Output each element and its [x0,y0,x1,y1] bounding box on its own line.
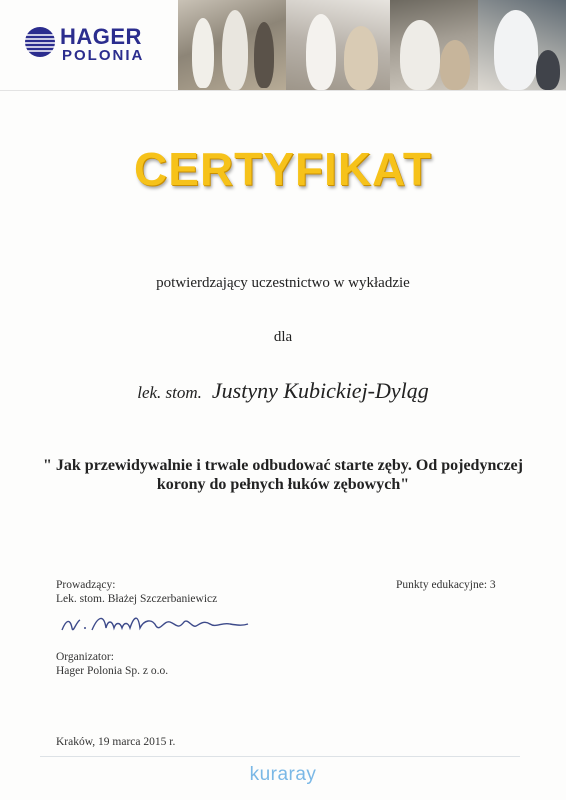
lecture-title [30,456,536,494]
header-photo [178,0,286,90]
logo-subtitle: POLONIA [62,47,145,64]
header-photo [286,0,390,90]
recipient [0,378,566,404]
hager-polonia-logo [24,24,164,68]
lecturer-block [56,578,217,606]
header-photo [478,0,566,90]
certificate-title: CERTYFIKAT [134,143,432,195]
lecture-title-line: korony do pełnych łuków zębowych" [156,476,410,493]
kuraray-brand: kuraray [249,764,317,785]
organizer-block [56,650,168,678]
header-photo-strip [178,0,566,90]
organizer-name: Hager Polonia Sp. z o.o. [56,665,169,677]
header-photo [390,0,478,90]
place-date: Kraków, 19 marca 2015 r. [56,736,176,748]
recipient-prefix: lek. stom. [137,383,202,402]
footer-divider [40,756,520,757]
recipient-name: Justyny Kubickiej-Dyląg [211,378,429,403]
lecturer-label: Prowadzący: [56,579,116,591]
education-points: Punkty edukacyjne: 3 [396,579,496,591]
lecturer-signature [60,610,250,645]
header-divider [0,90,566,91]
confirmation-text: potwierdzający uczestnictwo w wykładzie [156,275,410,291]
lecturer-name: Lek. stom. Błażej Szczerbaniewicz [56,593,218,605]
for-text: dla [273,329,293,345]
logo-name: HAGER [60,24,142,49]
lecture-title-line: " Jak przewidywalnie i trwale odbudować starte zęby. Od pojedynczej [43,457,523,474]
organizer-label: Organizator: [56,651,114,663]
globe-icon [24,26,56,58]
